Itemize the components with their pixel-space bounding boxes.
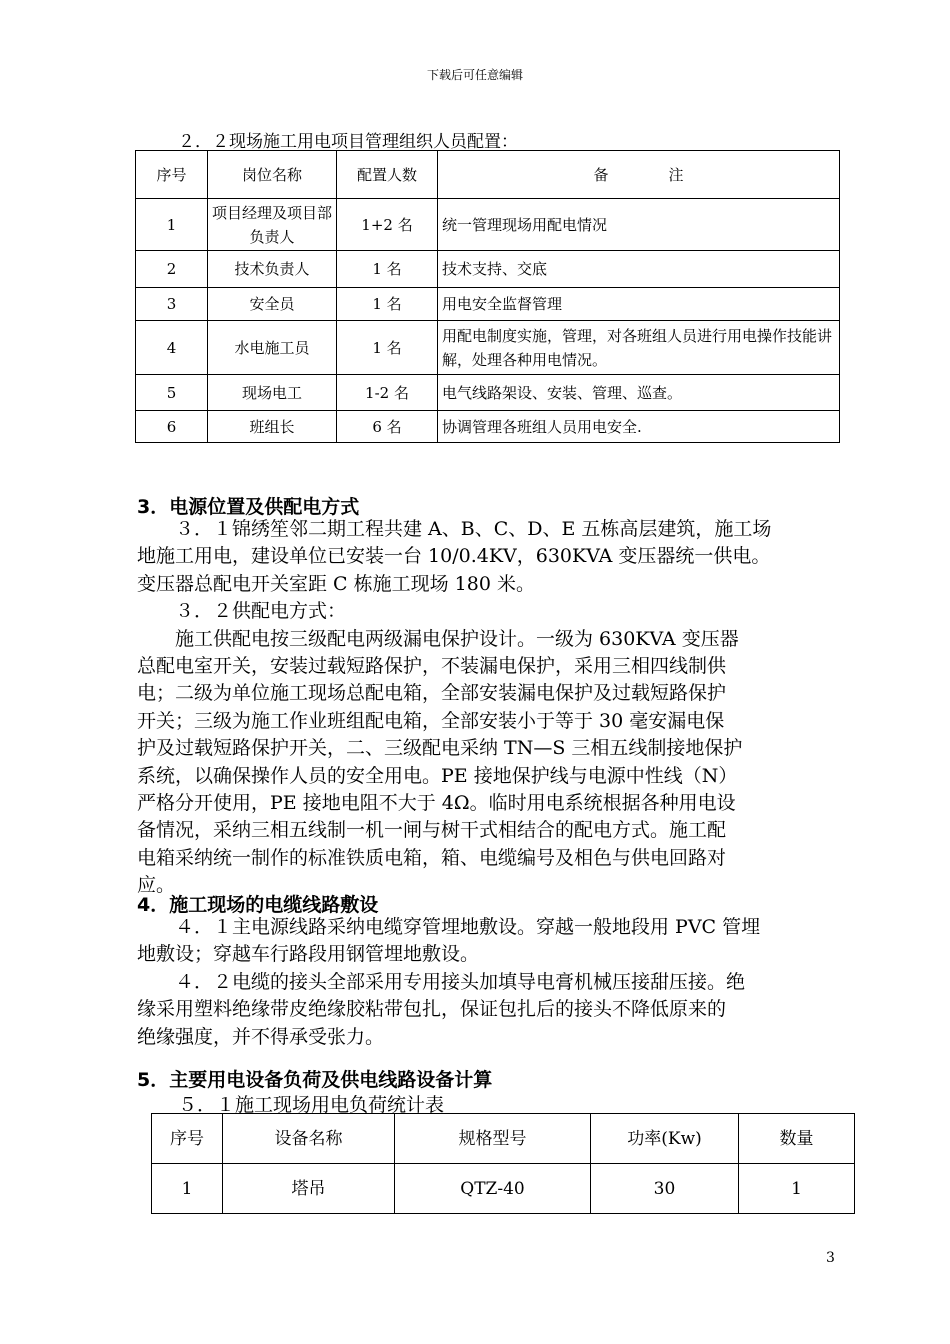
- section-4-title: 4．施工现场的电缆线路敷设: [137, 894, 379, 916]
- cell-count: 1-2 名: [337, 375, 438, 411]
- text-line: ４．２电缆的接头全部采用专用接头加填导电膏机械压接甜压接。绝: [137, 970, 746, 993]
- text-line: 绝缘强度，并不得承受张力。: [137, 1025, 385, 1048]
- text-line: 电；二级为单位施工现场总配电箱，全部安装漏电保护及过载短路保护: [137, 682, 727, 705]
- cell-model: QTZ-40: [395, 1164, 591, 1214]
- cell-note: 用电安全监督管理: [438, 288, 840, 321]
- load-table-caption: ５．１施工现场用电负荷统计表: [178, 1094, 445, 1116]
- table-row: [136, 288, 840, 321]
- header-cell: 配置人数: [337, 151, 438, 199]
- section-5-title: 5．主要用电设备负荷及供电线路设备计算: [137, 1069, 493, 1091]
- cell-position: 水电施工员: [208, 321, 337, 375]
- cell-position: 安全员: [208, 288, 337, 321]
- table-row: [136, 199, 840, 251]
- cell-no: 3: [136, 288, 208, 321]
- header-cell: 序号: [152, 1114, 223, 1164]
- cell-count: 1 名: [337, 321, 438, 375]
- cell-count: 1 名: [337, 288, 438, 321]
- cell-count: 1 名: [337, 251, 438, 288]
- cell-position: 现场电工: [208, 375, 337, 411]
- cell-name: 塔吊: [223, 1164, 395, 1214]
- text-line: ３．１锦绣笙邻二期工程共建 A、B、C、D、E 五栋高层建筑，施工场: [137, 518, 772, 540]
- page-number: 3: [826, 1250, 835, 1266]
- text-line: 地敷设；穿越车行路段用钢管埋地敷设。: [137, 943, 480, 966]
- table-row: [152, 1164, 855, 1214]
- cell-note: 技术支持、交底: [438, 251, 840, 288]
- text-line: 总配电室开关，安装过载短路保护，不装漏电保护，采用三相四线制供: [137, 655, 727, 678]
- text-line: 变压器总配电开关室距 C 栋施工现场 180 米。: [137, 572, 535, 595]
- text-line: 电箱采纳统一制作的标准铁质电箱，箱、电缆编号及相色与供电回路对: [137, 846, 727, 869]
- header-cell: 岗位名称: [208, 151, 337, 199]
- table-header-row: [136, 151, 840, 199]
- text-line: 地施工用电，建设单位已安装一台 10/0.4KV，630KVA 变压器统一供电。: [137, 545, 771, 568]
- cell-power: 30: [591, 1164, 739, 1214]
- cell-no: 4: [136, 321, 208, 375]
- text-line: 备情况，采纳三相五线制一机一闸与树干式相结合的配电方式。施工配: [137, 819, 727, 842]
- section-4-paragraphs: [137, 914, 843, 1051]
- cell-no: 5: [136, 375, 208, 411]
- text-line: ３．２供配电方式：: [137, 600, 347, 623]
- cell-note: 协调管理各班组人员用电安全.: [438, 411, 840, 443]
- cell-note: 统一管理现场用配电情况: [438, 199, 840, 251]
- section-3-title: 3．电源位置及供配电方式: [137, 496, 360, 518]
- header-cell: 备 注: [438, 151, 840, 199]
- load-table: [151, 1113, 855, 1214]
- text-line: 开关；三级为施工作业班组配电箱，全部安装小于等于 30 毫安漏电保: [137, 709, 725, 732]
- cell-note: 用配电制度实施，管理，对各班组人员进行用电操作技能讲解，处理各种用电情况。: [438, 321, 840, 375]
- cell-note: 电气线路架设、安装、管理、巡查。: [438, 375, 840, 411]
- cell-no: 2: [136, 251, 208, 288]
- table-row: [136, 251, 840, 288]
- text-line: 系统，以确保操作人员的安全用电。PE 接地保护线与电源中性线（N）: [137, 764, 738, 787]
- cell-no: 6: [136, 411, 208, 443]
- table-row: [136, 411, 840, 443]
- cell-count: 6 名: [337, 411, 438, 443]
- table-row: [136, 321, 840, 375]
- text-line: 应。: [137, 874, 176, 897]
- cell-no: 1: [152, 1164, 223, 1214]
- header-note: 下载后可任意编辑: [426, 68, 523, 82]
- header-cell: 数量: [739, 1114, 855, 1164]
- cell-qty: 1: [739, 1164, 855, 1214]
- section-3-paragraph-1: [137, 516, 843, 900]
- cell-position: 班组长: [208, 411, 337, 443]
- staff-table-caption: ２．２现场施工用电项目管理组织人员配置：: [178, 132, 518, 152]
- cell-position: 技术负责人: [208, 251, 337, 288]
- table-header-row: [152, 1114, 855, 1164]
- cell-position: 项目经理及项目部负责人: [208, 199, 337, 251]
- staff-table: [135, 150, 840, 443]
- cell-no: 1: [136, 199, 208, 251]
- text-line: 施工供配电按三级配电两级漏电保护设计。一级为 630KVA 变压器: [137, 627, 739, 650]
- cell-count: 1+2 名: [337, 199, 438, 251]
- text-line: ４．１主电源线路采纳电缆穿管埋地敷设。穿越一般地段用 PVC 管埋: [137, 916, 761, 938]
- header-cell: 设备名称: [223, 1114, 395, 1164]
- header-cell: 规格型号: [395, 1114, 591, 1164]
- table-row: [136, 375, 840, 411]
- text-line: 严格分开使用，PE 接地电阻不大于 4Ω。临时用电系统根据各种用电设: [137, 792, 736, 815]
- header-cell: 序号: [136, 151, 208, 199]
- text-line: 护及过载短路保护开关，二、三级配电采纳 TN—S 三相五线制接地保护: [137, 737, 743, 760]
- header-cell: 功率(Kw): [591, 1114, 739, 1164]
- text-line: 缘采用塑料绝缘带皮绝缘胶粘带包扎，保证包扎后的接头不降低原来的: [137, 998, 727, 1021]
